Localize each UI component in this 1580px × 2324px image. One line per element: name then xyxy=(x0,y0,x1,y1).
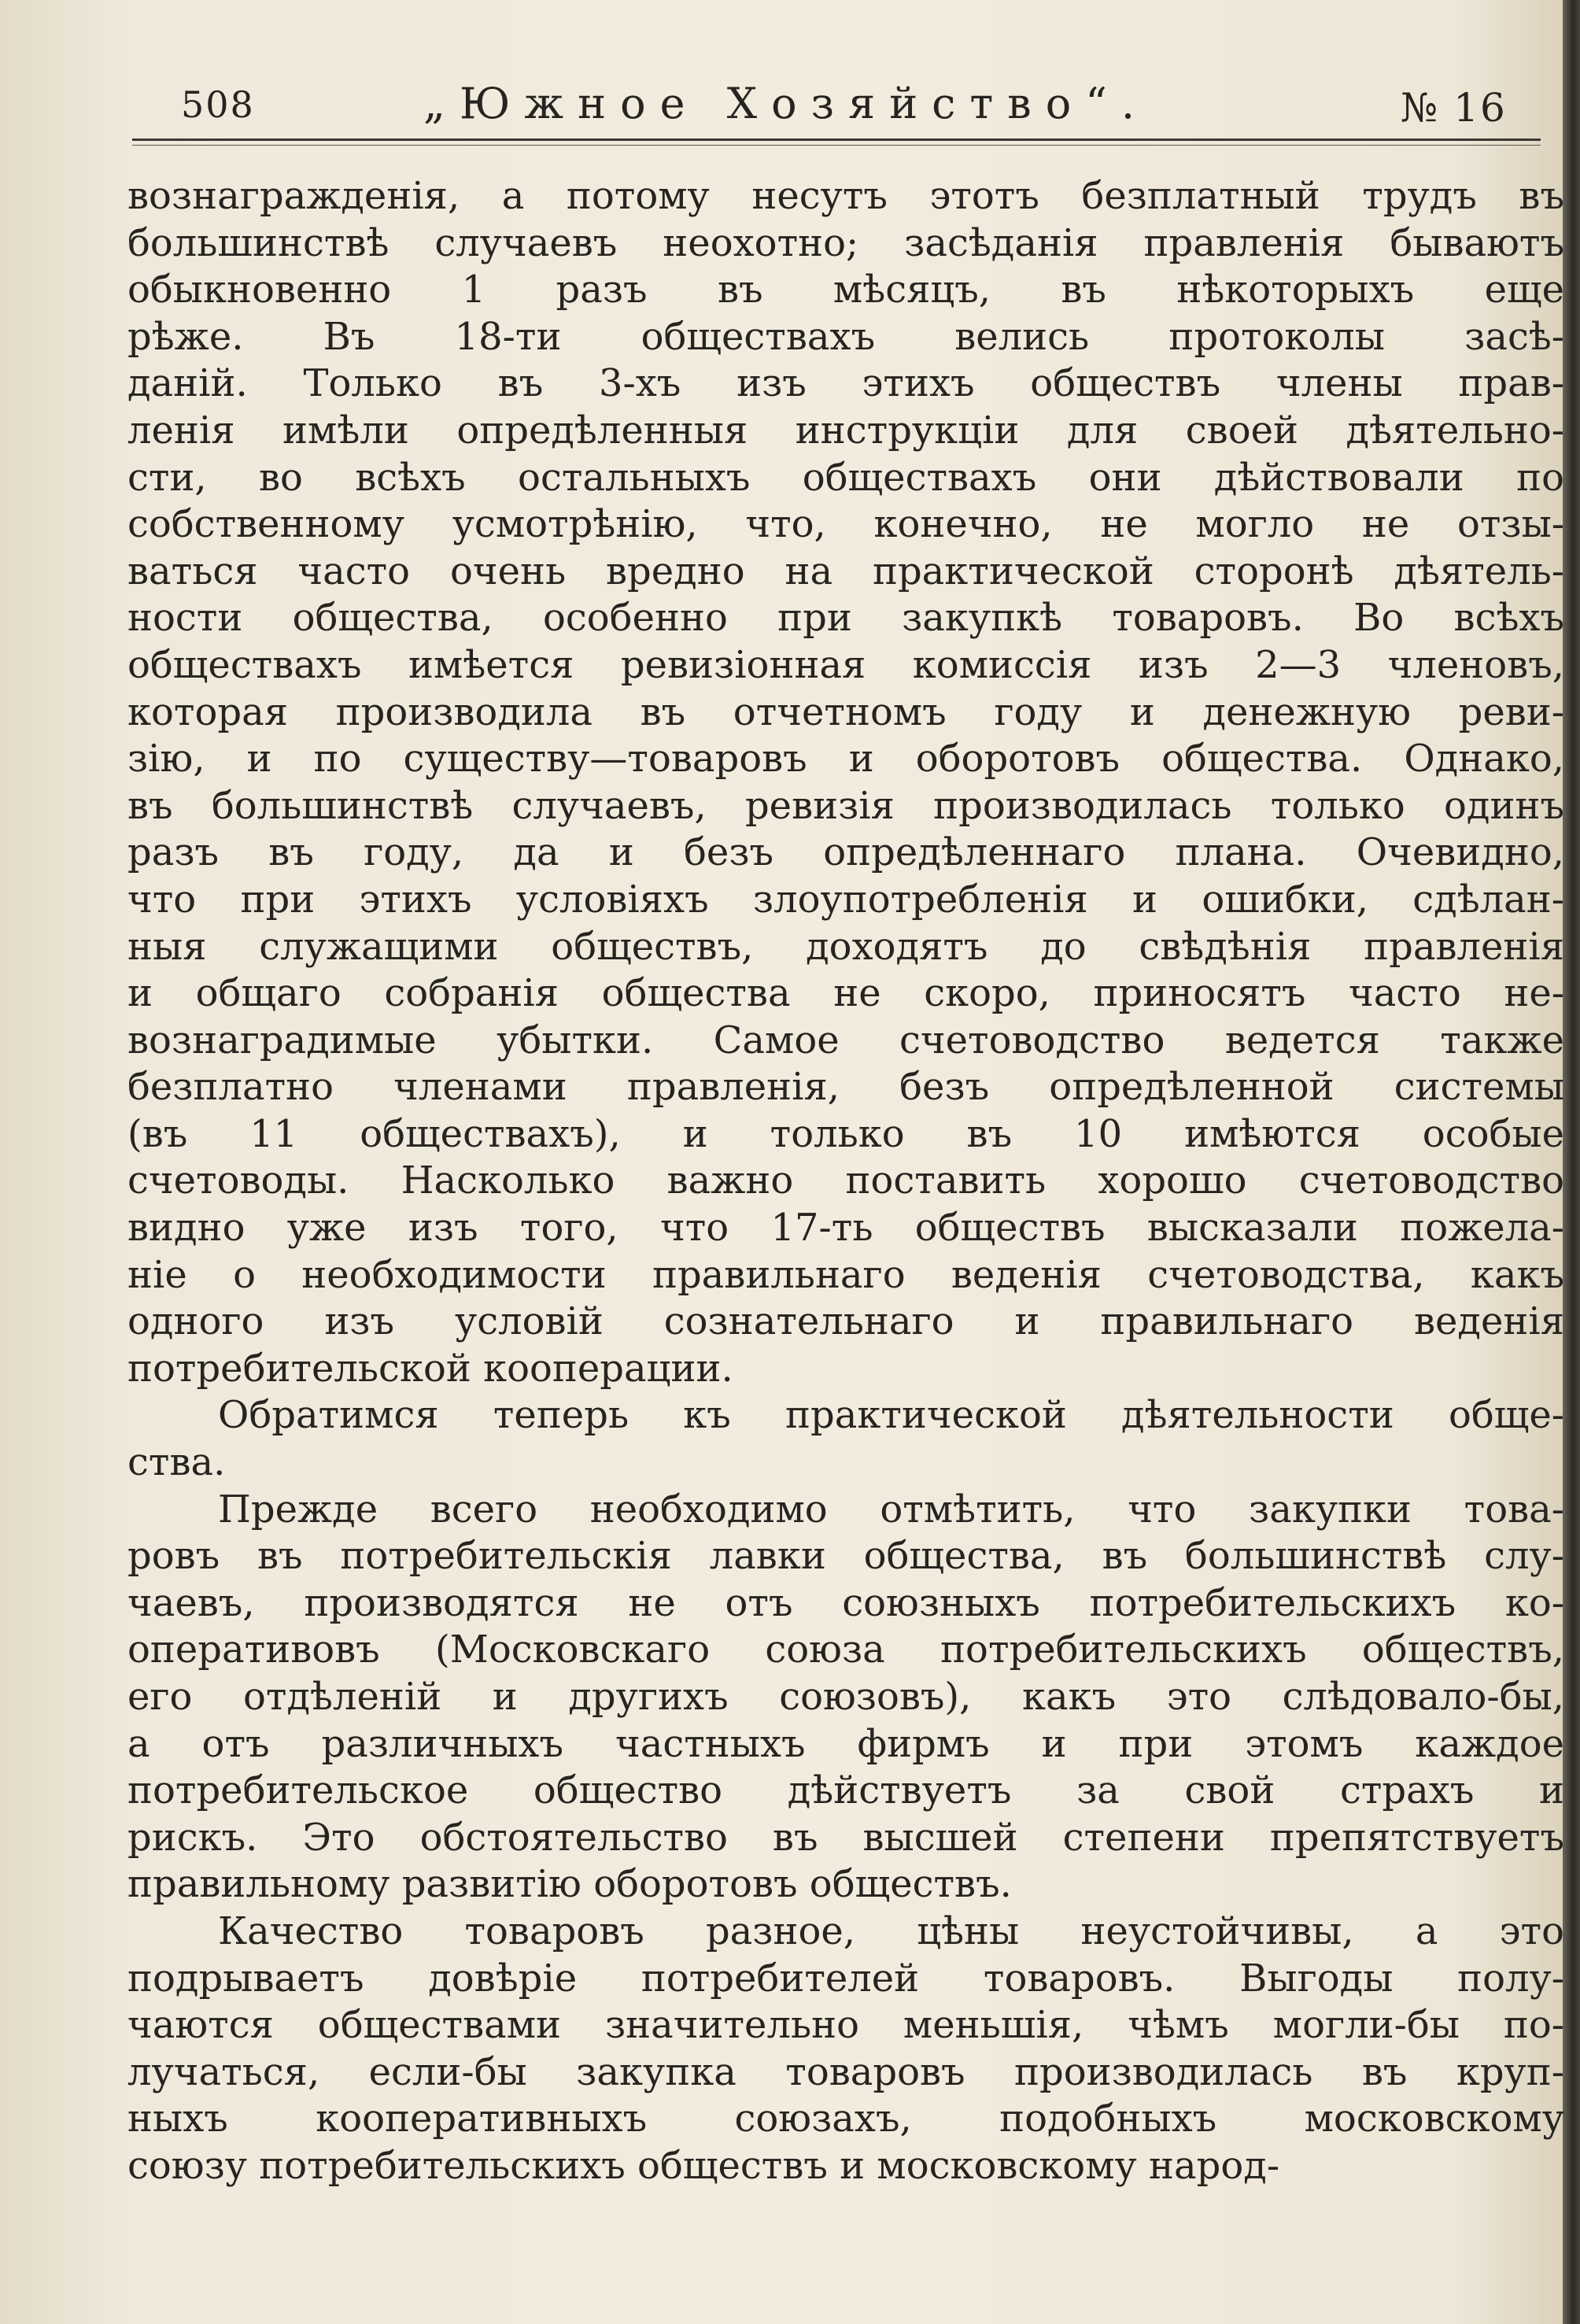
text-line: а отъ различныхъ частныхъ фирмъ и при этомъ каждое xyxy=(127,1721,1564,1766)
text-line: потребительское общество дѣйствуетъ за свой страхъ и xyxy=(127,1768,1564,1813)
text-line: рѣже. Въ 18-ти обществахъ велись протоколы засѣ- xyxy=(127,314,1564,359)
page-header xyxy=(132,79,1541,142)
text-line: которая производила въ отчетномъ году и денежную реви- xyxy=(127,689,1564,734)
text-line: потребительской кооперации. xyxy=(127,1346,733,1391)
text-line: (въ 11 обществахъ), и только въ 10 имѣются особые xyxy=(127,1111,1564,1156)
text-line: подрываетъ довѣріе потребителей товаровъ. Выгоды полу- xyxy=(127,1956,1564,2001)
paragraph xyxy=(127,1487,1564,1908)
text-line: Качество товаровъ разное, цѣны неустойчивы, а это xyxy=(218,1908,1564,1953)
text-line: Прежде всего необходимо отмѣтить, что закупки това- xyxy=(218,1487,1564,1531)
text-line: ства. xyxy=(127,1440,226,1485)
text-line: ныя служащими обществъ, доходятъ до свѣдѣнія правленія xyxy=(127,924,1564,969)
journal-title: „Южное Хозяйство“. xyxy=(423,79,1149,128)
text-line: правильному развитію оборотовъ обществъ. xyxy=(127,1862,1012,1907)
text-line: его отдѣленій и другихъ союзовъ), какъ это слѣдовало-бы, xyxy=(127,1675,1564,1719)
text-line: оперативовъ (Московскаго союза потребительскихъ обществъ, xyxy=(127,1628,1564,1672)
text-line: вознаградимые убытки. Самое счетоводство ведется также xyxy=(127,1018,1564,1062)
text-line: союзу потребительскихъ обществъ и московскому народ- xyxy=(127,2143,1280,2188)
text-line: собственному усмотрѣнію, что, конечно, не могло не отзы- xyxy=(127,502,1564,547)
text-line: ваться часто очень вредно на практической сторонѣ дѣятель- xyxy=(127,549,1564,593)
text-line: вознагражденія, а потому несутъ этотъ безплатный трудъ въ xyxy=(127,174,1564,218)
text-line: обществахъ имѣется ревизіонная комиссія изъ 2—3 членовъ, xyxy=(127,642,1564,687)
text-line: ности общества, особенно при закупкѣ товаровъ. Во всѣхъ xyxy=(127,596,1564,641)
header-rule xyxy=(132,139,1541,141)
issue-number: № 16 xyxy=(1401,85,1507,131)
paragraph xyxy=(127,1392,1564,1486)
text-line: разъ въ году, да и безъ опредѣленнаго плана. Очевидно, xyxy=(127,830,1564,875)
text-line: ніе о необходимости правильнаго веденія счетоводства, какъ xyxy=(127,1252,1564,1297)
text-line: счетоводы. Насколько важно поставить хорошо счетоводство xyxy=(127,1158,1564,1203)
text-line: лучаться, если-бы закупка товаровъ производилась въ круп- xyxy=(127,2049,1564,2094)
text-line: чаевъ, производятся не отъ союзныхъ потребительскихъ ко- xyxy=(127,1580,1564,1625)
header-rule-thin xyxy=(132,145,1541,146)
text-line: одного изъ условій сознательнаго и правильнаго веденія xyxy=(127,1299,1564,1344)
text-line: рискъ. Это обстоятельство въ высшей степени препятствуетъ xyxy=(127,1815,1564,1860)
page-number: 508 xyxy=(181,83,255,126)
text-line: ныхъ кооперативныхъ союзахъ, подобныхъ московскому xyxy=(127,2097,1564,2141)
book-spine xyxy=(1563,0,1580,2324)
paragraph xyxy=(127,173,1564,1392)
text-line: безплатно членами правленія, безъ опредѣленной системы xyxy=(127,1065,1564,1110)
text-line: и общаго собранія общества не скоро, приносятъ часто не- xyxy=(127,971,1564,1016)
text-line: чаются обществами значительно меньшія, чѣмъ могли-бы по- xyxy=(127,2003,1564,2048)
text-line: зію, и по существу—товаровъ и оборотовъ общества. Однако, xyxy=(127,737,1564,781)
text-line: обыкновенно 1 разъ въ мѣсяцъ, въ нѣкоторыхъ еще xyxy=(127,268,1564,312)
text-line: Обратимся теперь къ практической дѣятельности обще- xyxy=(218,1393,1564,1438)
text-line: видно уже изъ того, что 17-ть обществъ высказали пожела- xyxy=(127,1206,1564,1251)
paragraph xyxy=(127,1908,1564,2190)
text-line: сти, во всѣхъ остальныхъ обществахъ они дѣйствовали по xyxy=(127,455,1564,500)
text-line: что при этихъ условіяхъ злоупотребленія и ошибки, сдѣлан- xyxy=(127,877,1564,922)
text-line: въ большинствѣ случаевъ, ревизія производилась только одинъ xyxy=(127,783,1564,828)
text-line: ленія имѣли опредѣленныя инструкціи для своей дѣятельно- xyxy=(127,408,1564,453)
text-line: большинствѣ случаевъ неохотно; засѣданія правленія бываютъ xyxy=(127,220,1564,265)
article-body xyxy=(127,173,1564,2190)
text-line: ровъ въ потребительскія лавки общества, въ большинствѣ слу- xyxy=(127,1534,1564,1579)
text-line: даній. Только въ 3-хъ изъ этихъ обществъ члены прав- xyxy=(127,361,1564,406)
